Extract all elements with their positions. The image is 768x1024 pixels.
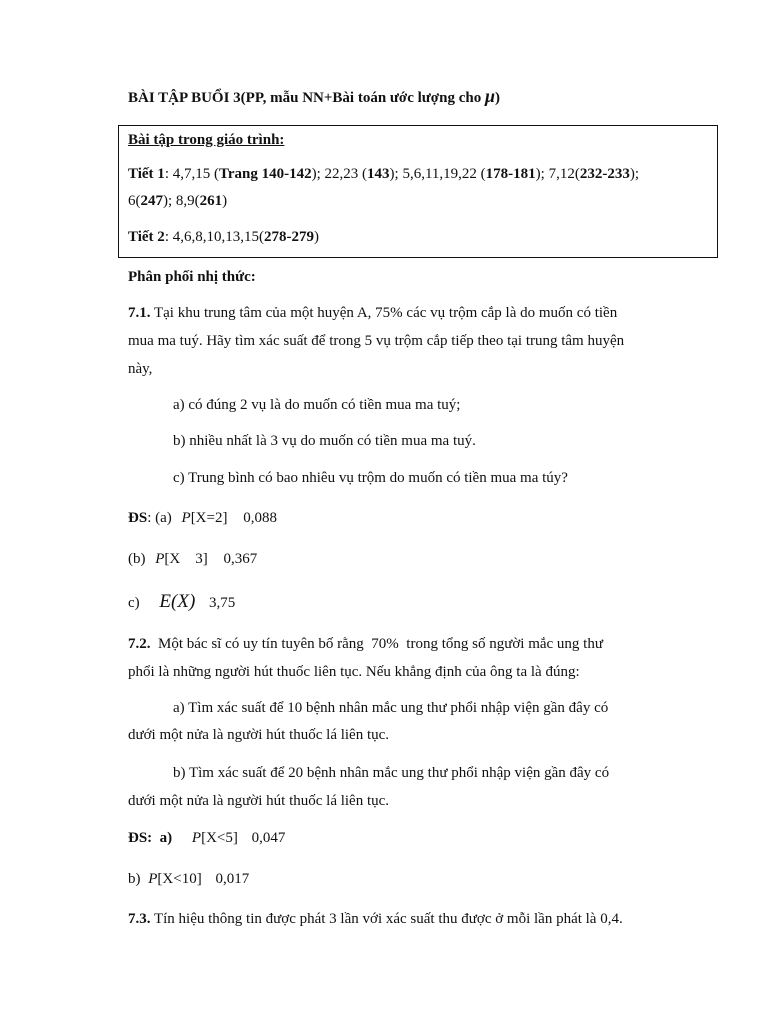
problem-7-2-a-1: a) Tìm xác suất để 10 bệnh nhân mắc ung thư phổi nhập viện gần đây có	[173, 700, 609, 716]
problem-7-2-line-1: 7.2. Một bác sĩ có uy tín tuyên bố rằng 70% trong tổng số người mắc ung thư	[128, 636, 603, 652]
problem-7-1-line-1: 7.1. Tại khu trung tâm của một huyện A, 75% các vụ trộm cắp là do muốn có tiền	[128, 305, 618, 321]
problem-7-2-b-1: b) Tìm xác suất để 20 bệnh nhân mắc ung thư phổi nhập viện gần đây có	[173, 765, 610, 781]
problem-7-2-b-2: dưới một nửa là người hút thuốc lá liên tục.	[128, 793, 390, 809]
problem-7-1-line-2: mua ma tuý. Hãy tìm xác suất để trong 5 vụ trộm cắp tiếp theo tại trung tâm huyện	[128, 333, 625, 349]
problem-7-3-line-1: 7.3. Tín hiệu thông tin được phát 3 lần với xác suất thu được ở mỗi lần phát là 0,4.	[128, 911, 623, 927]
answer-7-1-b: (b) P[X 3] 0,367	[128, 551, 258, 567]
answer-7-2-b: b) P[X<10] 0,017	[128, 871, 250, 887]
problem-7-2-line-2: phổi là những người hút thuốc liên tục. Nếu khẳng định của ông ta là đúng:	[128, 664, 580, 680]
problem-7-2-a-2: dưới một nửa là người hút thuốc lá liên tục.	[128, 727, 390, 743]
section-heading: Phân phối nhị thức:	[128, 269, 256, 285]
problem-7-1-a: a) có đúng 2 vụ là do muốn có tiền mua ma tuý;	[173, 397, 461, 413]
problem-7-1-b: b) nhiều nhất là 3 vụ do muốn có tiền mua ma tuý.	[173, 433, 476, 449]
problem-7-1-c: c) Trung bình có bao nhiêu vụ trộm do muốn có tiền mua ma túy?	[173, 470, 568, 486]
mu-symbol: μ	[484, 86, 495, 106]
answer-7-2-a: ĐS: a) P[X<5] 0,047	[128, 830, 286, 846]
answer-7-1-c: c) E(X) 3,75	[128, 591, 236, 612]
answer-7-1-a: ĐS: (a) P[X=2] 0,088	[128, 510, 277, 526]
problem-7-1-line-3: này,	[128, 361, 153, 377]
page-title: BÀI TẬP BUỔI 3(PP, mẫu NN+Bài toán ước lượng cho μ)	[128, 86, 500, 106]
tiet2-line: Tiết 2: 4,6,8,10,13,15(278-279)	[128, 229, 319, 245]
tiet1-line-2: 6(247); 8,9(261)	[128, 193, 228, 209]
box-heading: Bài tập trong giáo trình:	[128, 132, 285, 148]
tiet1-line: Tiết 1: 4,7,15 (Trang 140-142); 22,23 (143); 5,6,11,19,22 (178-181); 7,12(232-233);	[128, 166, 639, 182]
